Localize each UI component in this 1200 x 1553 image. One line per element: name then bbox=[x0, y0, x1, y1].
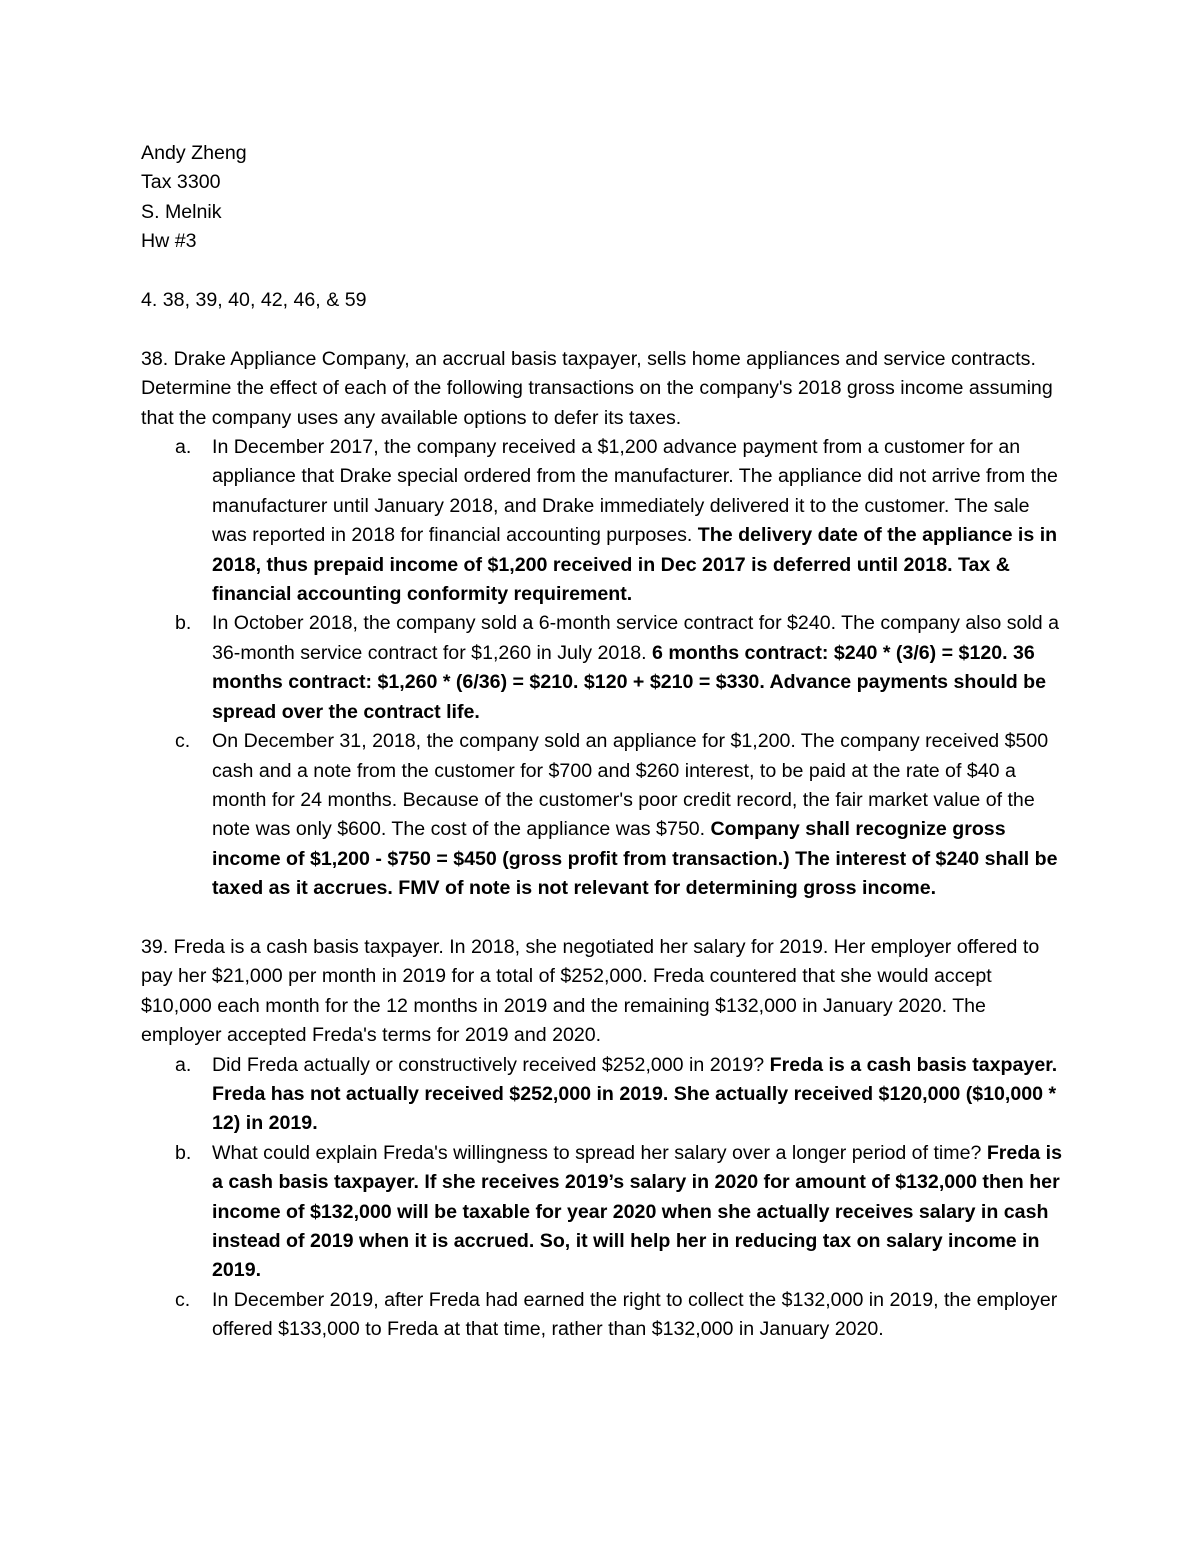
document-page bbox=[141, 139, 1066, 1345]
question-38-part-c bbox=[141, 727, 1066, 903]
blank-line bbox=[141, 257, 1066, 286]
blank-line bbox=[141, 904, 1066, 933]
list-marker: a. bbox=[175, 436, 192, 459]
question-38-part-b bbox=[141, 609, 1066, 727]
part-answer: 6 months contract: $240 * (3/6) = $120. 36 months contract: $1,260 * (6/36) = $210. $120 + $210 = $330. Advance payments should be spread over the contract life. bbox=[212, 641, 1047, 723]
question-39-prompt: 39. Freda is a cash basis taxpayer. In 2018, she negotiated her salary for 2019. Her employer offered to pay her $21,000 per month in 2019 for a total of $252,000. Freda countered that she would accept $10,000 each month for the 12 months in 2019 and the remaining $132,000 in January 2020. The employer accepted Freda's terms for 2019 and 2020. bbox=[141, 935, 1040, 1047]
assignment-title: Hw #3 bbox=[141, 230, 197, 253]
part-answer: Freda is a cash basis taxpayer. If she receives 2019’s salary in 2020 for amount of $132,000 then her income of $132,000 will be taxable for year 2020 when she actually receives salary in cash instead of 2019 when it is accrued. So, it will help her in reducing tax on salary income in 2019. bbox=[212, 1141, 1062, 1282]
part-text: In December 2019, after Freda had earned the right to collect the $132,000 in 2019, the employer offered $133,000 to Freda at that time, rather than $132,000 in January 2020. bbox=[212, 1288, 1058, 1341]
list-marker: c. bbox=[175, 730, 191, 753]
question-39-parts bbox=[141, 1051, 1066, 1345]
question-39 bbox=[141, 933, 1066, 1345]
list-marker: c. bbox=[175, 1288, 191, 1311]
question-38 bbox=[141, 345, 1066, 904]
question-38-parts bbox=[141, 433, 1066, 904]
part-answer: Company shall recognize gross income of $1,200 - $750 = $450 (gross profit from transaction.) The interest of $240 shall be taxed as it accrues. FMV of note is not relevant for determining gross income. bbox=[212, 818, 1058, 900]
part-answer: Freda is a cash basis taxpayer. Freda has not actually received $252,000 in 2019. She actually received $120,000 ($10,000 * 12) in 2019. bbox=[212, 1053, 1058, 1135]
question-39-part-c bbox=[141, 1286, 1066, 1345]
header-block bbox=[141, 139, 1066, 257]
part-answer: The delivery date of the appliance is in 2018, thus prepaid income of $1,200 received in Dec 2017 is deferred until 2018. Tax & financial accounting conformity requirement. bbox=[212, 524, 1058, 606]
list-marker: a. bbox=[175, 1053, 192, 1076]
problems-list: 4. 38, 39, 40, 42, 46, & 59 bbox=[141, 289, 367, 312]
question-39-part-a bbox=[141, 1051, 1066, 1139]
part-text: Did Freda actually or constructively received $252,000 in 2019? bbox=[212, 1053, 770, 1076]
question-38-part-a bbox=[141, 433, 1066, 609]
question-39-part-b bbox=[141, 1139, 1066, 1286]
part-text: In December 2017, the company received a $1,200 advance payment from a customer for an appliance that Drake special ordered from the manufacturer. The appliance did not arrive from the manufacturer until January 2018, and Drake immediately delivered it to the customer. The sale was reported in 2018 for financial accounting purposes. bbox=[212, 436, 1058, 547]
list-marker: b. bbox=[175, 1141, 192, 1164]
student-name: Andy Zheng bbox=[141, 142, 247, 164]
list-marker: b. bbox=[175, 612, 192, 635]
part-text: On December 31, 2018, the company sold an appliance for $1,200. The company received $500 cash and a note from the customer for $700 and $260 interest, to be paid at the rate of $40 a month for 24 months. Because of the customer's poor credit record, the fair market value of the note was only $600. The cost of the appliance was $750. bbox=[212, 730, 1049, 841]
blank-line bbox=[141, 315, 1066, 344]
instructor-name: S. Melnik bbox=[141, 200, 222, 223]
part-text: What could explain Freda's willingness to spread her salary over a longer period of time? bbox=[212, 1141, 987, 1164]
course-name: Tax 3300 bbox=[141, 171, 221, 194]
part-text: In October 2018, the company sold a 6-month service contract for $240. The company also sold a 36-month service contract for $1,260 in July 2018. bbox=[212, 612, 1059, 664]
question-38-prompt: 38. Drake Appliance Company, an accrual basis taxpayer, sells home appliances and service contracts. Determine the effect of each of the following transactions on the company's 2018 gross income assuming that the company uses any available options to defer its taxes. bbox=[141, 347, 1053, 429]
